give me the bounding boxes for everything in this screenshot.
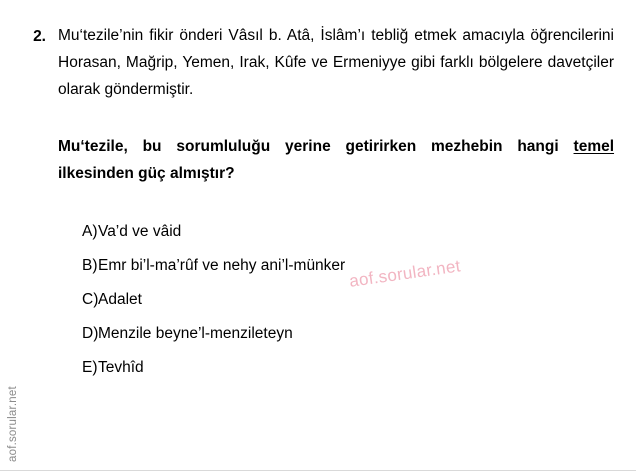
option-text: Adalet [98, 291, 142, 308]
prompt-emphasis-temel: temel [573, 138, 615, 155]
option-letter: E) [82, 359, 98, 376]
prompt-word-guc: güç [138, 165, 166, 182]
side-watermark: aof.sorular.net [7, 386, 19, 462]
prompt-line-1: Mu‘tezile, bu sorumluluğu yerine getirirken [58, 138, 417, 155]
option-text: Va’d ve vâid [98, 223, 182, 240]
prompt-word-mezhebin: mezhebin [431, 138, 503, 155]
list-item[interactable] [58, 351, 614, 385]
stem-line-3: Yemen, Irak, Kûfe ve Ermeniyye gibi farklı [182, 54, 474, 71]
question-stem [58, 22, 614, 103]
stem-line-4: bölgelere davetçiler olarak göndermiştir. [58, 54, 615, 98]
question-prompt [58, 133, 614, 187]
option-letter: B) [82, 257, 98, 274]
answer-options-list [58, 215, 614, 385]
option-text: Menzile beyne’l-menzileteyn [98, 325, 293, 342]
question-number: 2. [33, 28, 46, 45]
list-item[interactable] [58, 317, 614, 351]
stem-line-2: etmek amacıyla öğrencilerini Horasan, Mağrip, [58, 27, 614, 71]
question-content [20, 22, 620, 385]
stem-line-1: Mu‘tezile’nin fikir önderi Vâsıl b. Atâ, İslâm’ı tebliğ [58, 27, 409, 44]
prompt-word-hangi: hangi [517, 138, 559, 155]
center-watermark: aof.sorular.net [348, 256, 462, 291]
option-text: Tevhîd [98, 359, 144, 376]
question-body [58, 22, 620, 385]
prompt-line-3: almıştır? [170, 165, 235, 182]
option-letter: C) [82, 291, 99, 308]
option-text: Emr bi’l-ma’rûf ve nehy ani’l-münker [98, 257, 346, 274]
option-letter: A) [82, 223, 98, 240]
list-item[interactable] [58, 215, 614, 249]
option-letter: D) [82, 325, 99, 342]
prompt-word-ilkesinden: ilkesinden [58, 165, 134, 182]
list-item[interactable] [58, 283, 614, 317]
list-item[interactable] [58, 249, 614, 283]
question-block [20, 22, 620, 385]
